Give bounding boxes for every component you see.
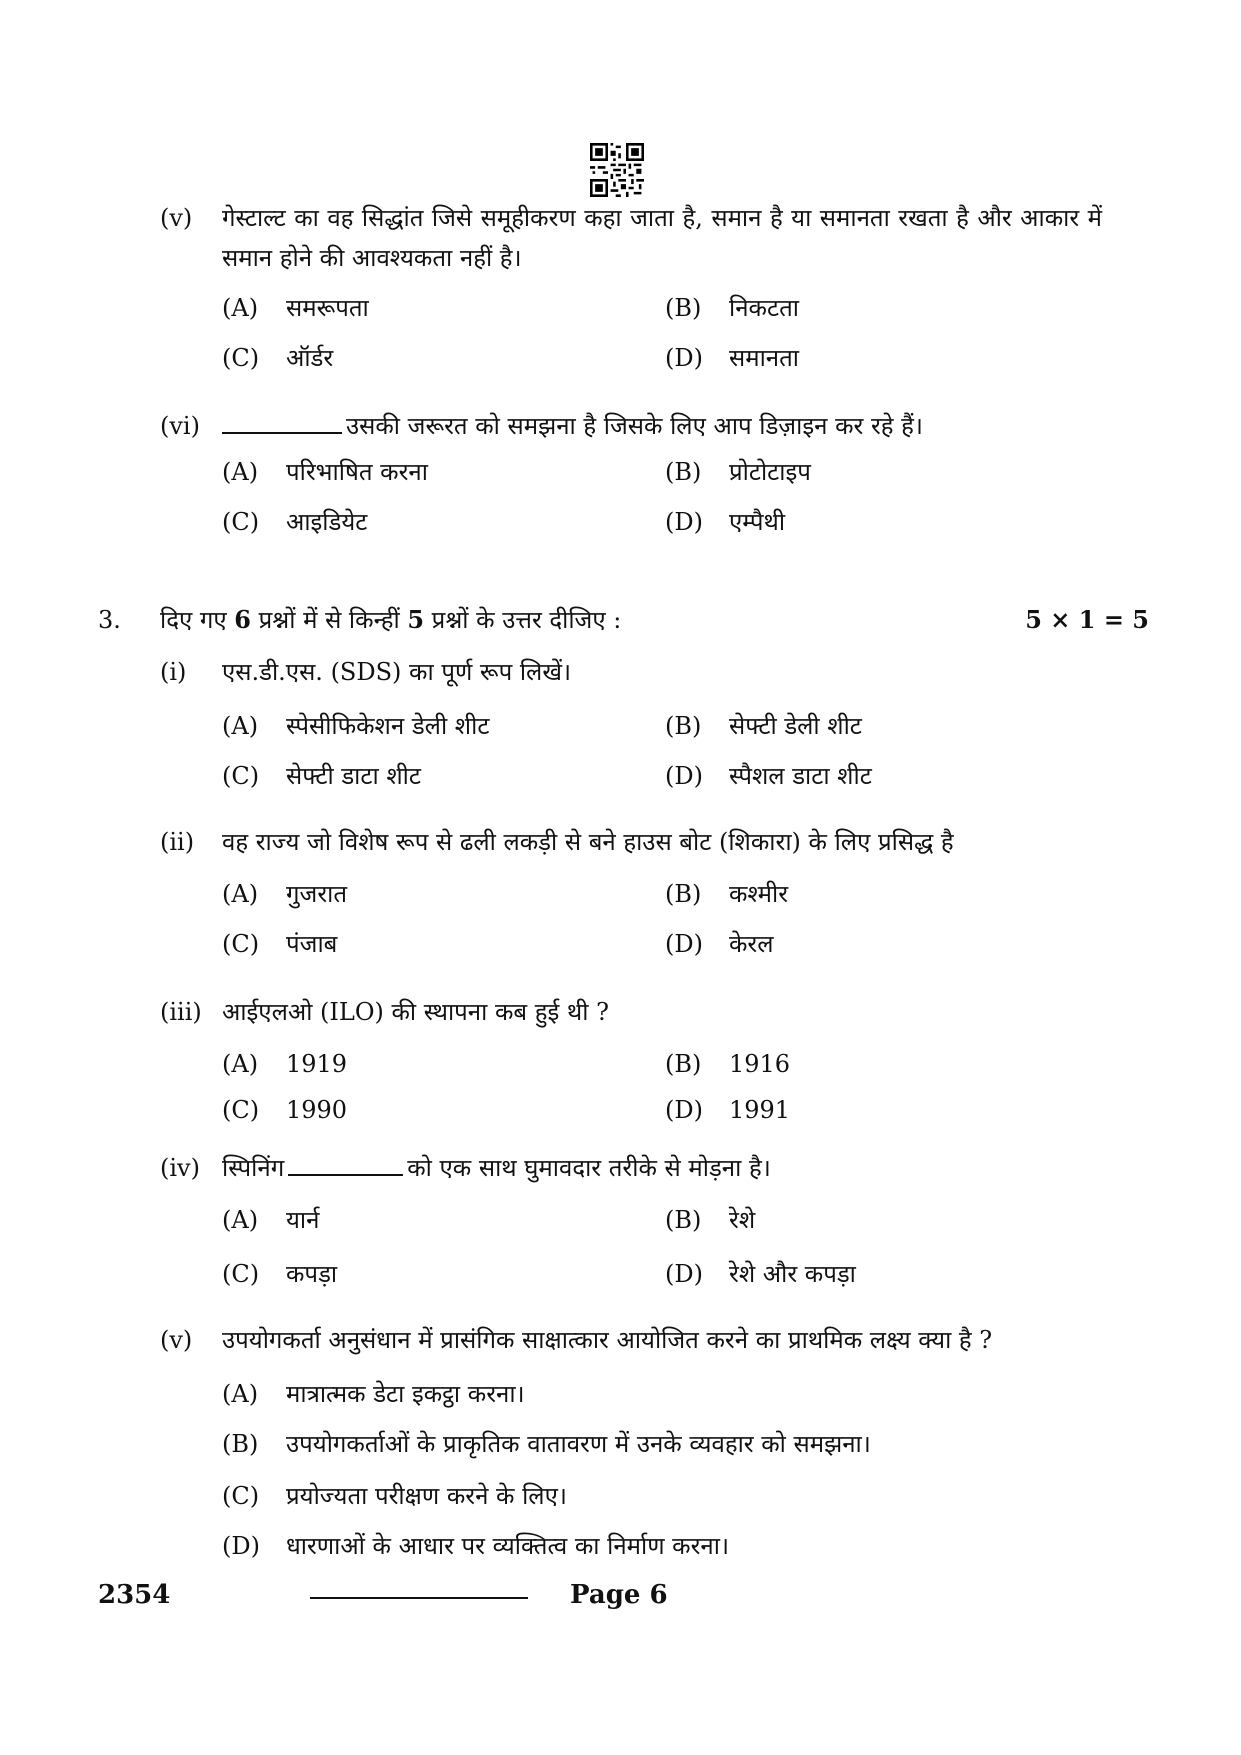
question-number: (iii) [160,998,202,1026]
option-label: (D) [222,1532,260,1560]
question-text: एस.डी.एस. (SDS) का पूर्ण रूप लिखें। [222,658,572,686]
option-text: गुजरात [286,880,348,908]
footer-divider [310,1597,528,1599]
option-label: (B) [665,294,702,322]
option-label: (D) [665,1096,703,1124]
option-text: 1919 [286,1050,348,1078]
question-number: (ii) [160,828,195,856]
option-label: (A) [222,458,259,486]
option-text: ऑर्डर [286,344,334,372]
question-number: (vi) [160,412,200,440]
question-text: उसकी जरूरत को समझना है जिसके लिए आप डिज़ाइन कर रहे हैं। [222,406,1102,446]
option-text: रेशे [729,1206,756,1234]
option-label: (C) [222,1260,260,1288]
option-text: एम्पैथी [729,508,786,536]
option-label: (C) [222,1096,260,1124]
option-label: (A) [222,880,259,908]
question-text: वह राज्य जो विशेष रूप से ढली लकड़ी से बने हाउस बोट (शिकारा) के लिए प्रसिद्ध है [222,828,954,856]
option-label: (B) [665,712,702,740]
question-text: उपयोगकर्ता अनुसंधान में प्रासंगिक साक्षात्कार आयोजित करने का प्राथमिक लक्ष्य क्या है ? [222,1326,993,1354]
fill-in-blank [222,410,342,434]
option-text: प्रोटोटाइप [729,458,811,486]
option-text: यार्न [286,1206,320,1234]
option-label: (D) [665,1260,703,1288]
option-label: (A) [222,1380,259,1408]
page-number: Page 6 [570,1580,668,1610]
question-number: 3. [98,606,121,634]
option-text: सेफ्टी डाटा शीट [286,762,421,790]
option-label: (C) [222,344,260,372]
option-text: पंजाब [286,930,338,958]
question-number: (v) [160,204,193,232]
question-instruction: दिए गए 6 प्रश्नों में से किन्हीं 5 प्रश्नों के उत्तर दीजिए : [160,605,622,634]
question-text: गेस्टाल्ट का वह सिद्धांत जिसे समूहीकरण कहा जाता है, समान है या समानता रखता है और आकार में समान होने की आवश्यकता नहीं है। [222,204,1102,272]
option-label: (A) [222,294,259,322]
marks-allocation: 5 × 1 = 5 [1025,605,1149,634]
option-text: 1991 [729,1096,791,1124]
option-text: निकटता [729,294,799,322]
option-label: (C) [222,1482,260,1510]
question-text: आईएलओ (ILO) की स्थापना कब हुई थी ? [222,998,609,1026]
option-text: उपयोगकर्ताओं के प्राकृतिक वातावरण में उनके व्यवहार को समझना। [286,1430,871,1458]
option-text: स्पेसीफिकेशन डेली शीट [286,712,490,740]
option-text: धारणाओं के आधार पर व्यक्तित्व का निर्माण करना। [286,1532,730,1560]
option-label: (B) [665,1206,702,1234]
question-number: (iv) [160,1154,200,1182]
question-number: (i) [160,658,187,686]
option-label: (B) [665,1050,702,1078]
option-text: कपड़ा [286,1260,338,1288]
option-text: स्पैशल डाटा शीट [729,762,872,790]
option-label: (D) [665,344,703,372]
option-text: समानता [729,344,800,372]
option-label: (D) [665,930,703,958]
option-label: (C) [222,930,260,958]
option-text: 1916 [729,1050,791,1078]
option-label: (A) [222,712,259,740]
option-text: कश्मीर [729,880,789,908]
option-text: 1990 [286,1096,348,1124]
option-label: (D) [665,762,703,790]
option-label: (A) [222,1206,259,1234]
option-text: आइडियेट [286,508,368,536]
fill-in-blank [288,1152,403,1176]
option-label: (D) [665,508,703,536]
paper-code: 2354 [98,1580,171,1610]
option-text: सेफ्टी डेली शीट [729,712,862,740]
question-text: स्पिनिंग को एक साथ घुमावदार तरीके से मोड़ना है। [222,1154,771,1182]
option-label: (B) [222,1430,259,1458]
option-text: प्रयोज्यता परीक्षण करने के लिए। [286,1482,567,1510]
option-label: (C) [222,508,260,536]
option-label: (A) [222,1050,259,1078]
option-text: समरूपता [286,294,369,322]
option-label: (C) [222,762,260,790]
option-text: परिभाषित करना [286,458,428,486]
option-text: केरल [729,930,774,958]
option-text: मात्रात्मक डेटा इकट्ठा करना। [286,1380,525,1408]
qr-code-icon [590,143,644,197]
option-label: (B) [665,880,702,908]
question-number: (v) [160,1326,193,1354]
option-label: (B) [665,458,702,486]
option-text: रेशे और कपड़ा [729,1260,856,1288]
